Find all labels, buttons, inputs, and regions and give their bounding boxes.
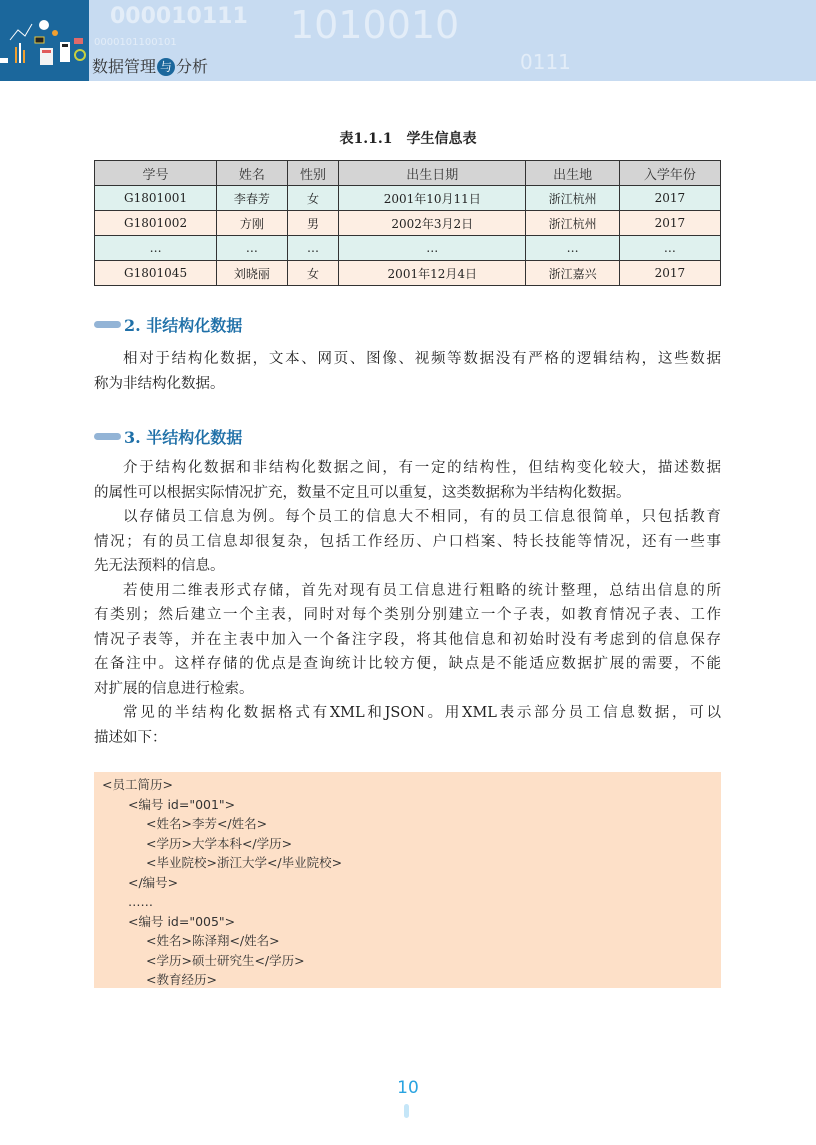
column-header: 姓名	[217, 161, 288, 186]
table-cell: …	[287, 236, 339, 261]
header-row	[95, 161, 721, 186]
paragraph	[94, 505, 721, 579]
code-line: <教育经历>	[146, 972, 217, 987]
table-row	[95, 261, 721, 286]
paragraph	[94, 579, 721, 702]
student-info-table	[94, 160, 721, 286]
text-line: 先无法预料的信息。	[94, 558, 225, 574]
page-marker	[404, 1104, 409, 1118]
table-cell: 2017	[619, 186, 720, 211]
binary-decoration: 1010010	[290, 3, 460, 47]
text-line: 的属性可以根据实际情况扩充，数量不定且可以重复，这类数据称为半结构化数据。	[94, 484, 631, 501]
paragraph	[94, 456, 721, 505]
binary-decoration: 0111	[520, 50, 571, 74]
column-header: 性别	[287, 161, 339, 186]
table-cell: 男	[287, 211, 339, 236]
text-line: 在备注中。这样存储的优点是查询统计比较方便，缺点是不能适应数据扩展的需要，不能	[94, 656, 721, 672]
table-cell: 浙江杭州	[526, 211, 619, 236]
code-line: <姓名>陈泽翔</姓名>	[146, 933, 280, 948]
text-line: 情况子表等，并在主表中加入一个备注字段，将其他信息和初始时没有考虑到的信息保存	[94, 631, 721, 648]
table-cell: …	[339, 236, 526, 261]
title-text: 分析	[176, 57, 209, 76]
title-circle-text: 与	[157, 58, 175, 76]
code-line: ……	[128, 894, 153, 909]
paragraph	[94, 701, 721, 750]
table-cell: 2001年10月11日	[339, 186, 526, 211]
column-header: 出生日期	[339, 161, 526, 186]
title-text: 数据管理	[92, 57, 157, 76]
code-line: <编号 id="001">	[128, 796, 236, 812]
table-cell: …	[95, 236, 217, 261]
table-cell: …	[619, 236, 720, 261]
section-heading	[94, 313, 242, 336]
table-caption: 表1.1.1 学生信息表	[339, 131, 477, 147]
xml-code-block	[94, 772, 721, 988]
page-header	[0, 0, 816, 81]
text-line: 介于结构化数据和非结构化数据之间，有一定的结构性，但结构变化较大，描述数据	[123, 460, 721, 476]
table-cell: …	[526, 236, 619, 261]
column-header: 入学年份	[619, 161, 720, 186]
text-line: 称为非结构化数据。	[94, 375, 225, 392]
text-line: 情况；有的员工信息却很复杂，包括工作经历、户口档案、特长技能等情况，还有一些事	[94, 533, 721, 550]
text-line: 常见的半结构化数据格式有XML和JSON。用XML表示部分员工信息数据，可以	[123, 705, 721, 721]
text-line: 描述如下：	[94, 729, 167, 746]
code-line: <学历>硕士研究生</学历>	[146, 952, 305, 968]
data-illustration-icon	[0, 0, 89, 81]
binary-decoration: 000010111	[110, 4, 248, 29]
table-row	[95, 186, 721, 211]
code-line: <毕业院校>浙江大学</毕业院校>	[146, 855, 343, 870]
table-cell: 刘晓丽	[217, 261, 288, 286]
table-row	[95, 236, 721, 261]
binary-decoration: 0000101100101	[94, 37, 177, 48]
paragraph	[94, 347, 721, 396]
table-cell: 女	[287, 186, 339, 211]
table-cell: 李春芳	[217, 186, 288, 211]
section3-body	[94, 456, 721, 750]
section2-body	[94, 347, 721, 396]
code-line: <员工简历>	[102, 777, 173, 792]
table-cell: 女	[287, 261, 339, 286]
table-cell: 浙江杭州	[526, 186, 619, 211]
text-line: 对扩展的信息进行检索。	[94, 680, 254, 697]
table-cell: G1801002	[95, 211, 217, 236]
code-line: <编号 id="005">	[128, 913, 236, 929]
page-number: 10	[397, 1078, 419, 1098]
section-heading	[94, 425, 242, 448]
heading-bar-icon	[94, 433, 121, 440]
code-line: </编号>	[128, 874, 179, 890]
column-header: 学号	[95, 161, 217, 186]
table-cell: G1801001	[95, 186, 217, 211]
book-title	[92, 57, 208, 77]
table-cell: …	[217, 236, 288, 261]
text-line: 若使用二维表形式存储，首先对现有员工信息进行粗略的统计整理，总结出信息的所	[123, 582, 721, 599]
column-header: 出生地	[526, 161, 619, 186]
table-cell: 2002年3月2日	[339, 211, 526, 236]
heading-text: 3. 半结构化数据	[124, 428, 243, 447]
table-row	[95, 211, 721, 236]
text-line: 相对于结构化数据，文本、网页、图像、视频等数据没有严格的逻辑结构，这些数据	[123, 351, 721, 367]
text-line: 有类别；然后建立一个主表，同时对每个类别分别建立一个子表，如教育情况子表、工作	[94, 607, 721, 623]
table-cell: G1801045	[95, 261, 217, 286]
table-cell: 方刚	[217, 211, 288, 236]
heading-text: 2. 非结构化数据	[124, 316, 243, 335]
table-cell: 2017	[619, 211, 720, 236]
table-cell: 浙江嘉兴	[526, 261, 619, 286]
table-cell: 2001年12月4日	[339, 261, 526, 286]
heading-bar-icon	[94, 321, 121, 328]
table-cell: 2017	[619, 261, 720, 286]
code-line: <姓名>李芳</姓名>	[146, 816, 268, 831]
text-line: 以存储员工信息为例。每个员工的信息大不相同，有的员工信息很简单，只包括教育	[123, 509, 721, 525]
code-line: <学历>大学本科</学历>	[146, 835, 293, 851]
